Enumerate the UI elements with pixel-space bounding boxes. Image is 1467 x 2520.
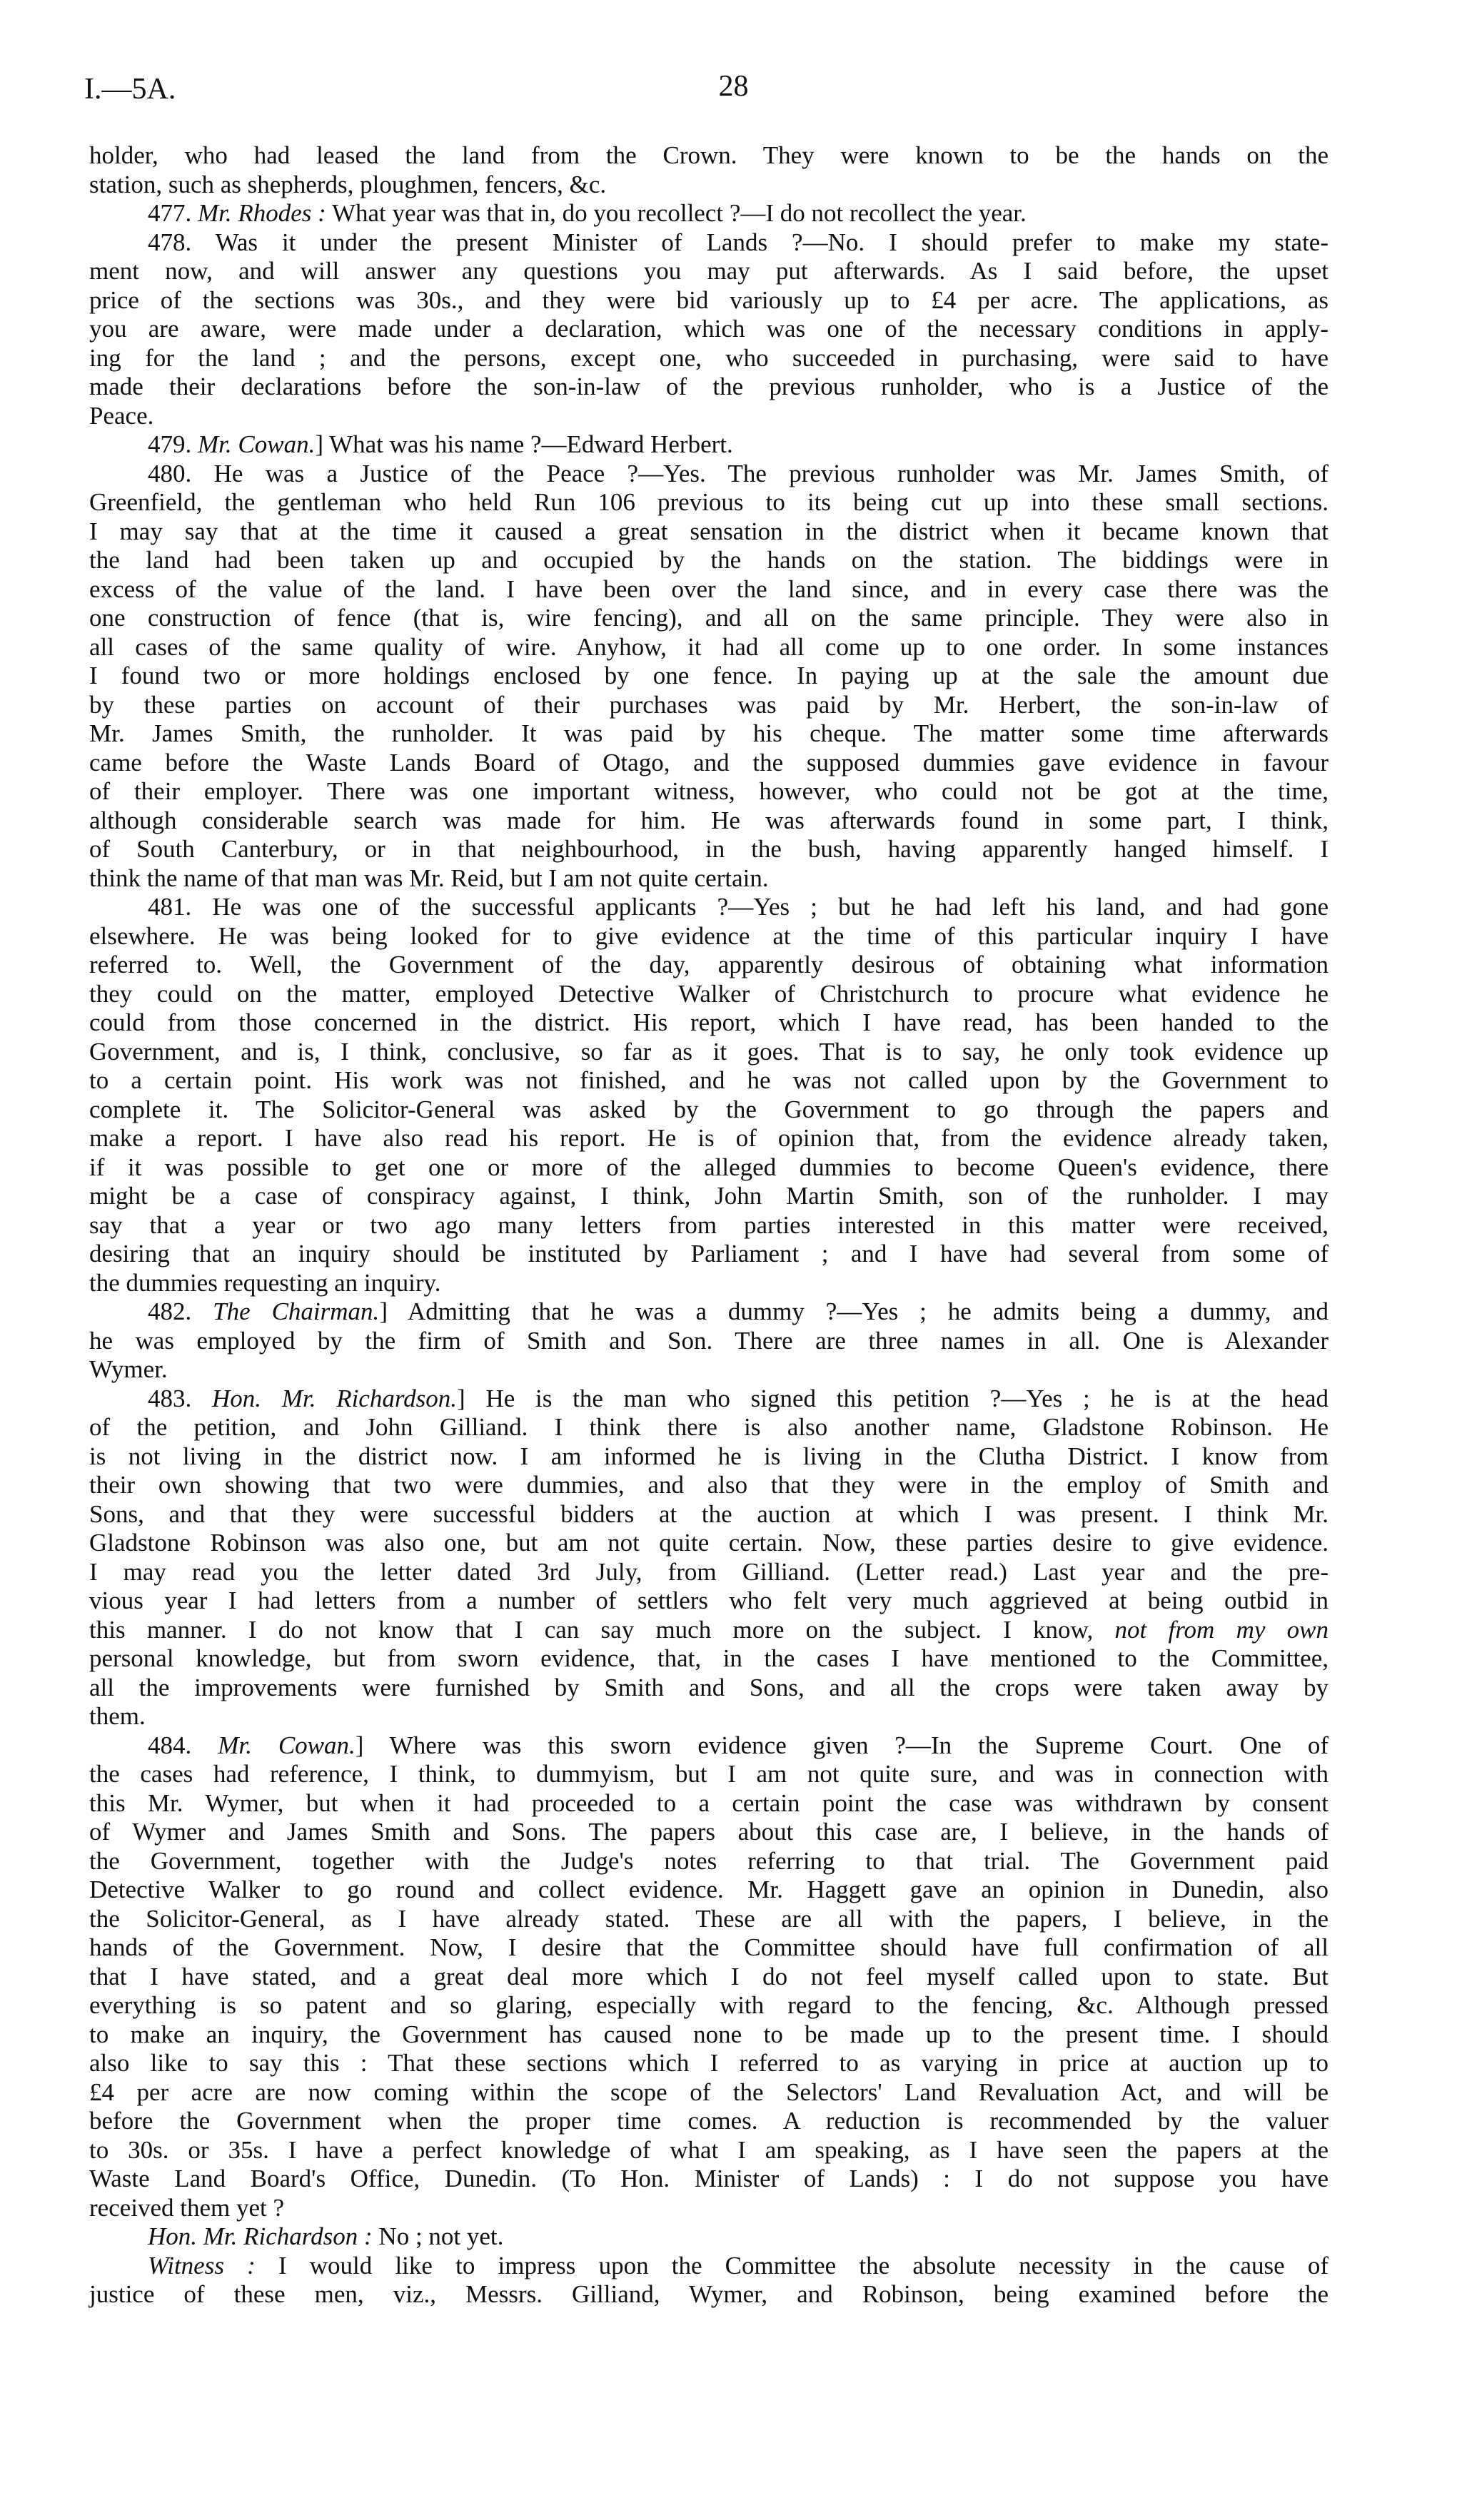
speaker-name: Mr. Rhodes : [198,199,326,227]
page-number: 28 [718,70,749,103]
text-line: think the name of that man was Mr. Reid, but I am not quite certain. [89,864,769,892]
text-line: to make an inquiry, the Government has caused none to be made up to the present time. I should [89,2020,1329,2048]
text-line: came before the Waste Lands Board of Otago, and the supposed dummies gave evidence in favour [89,748,1329,776]
text-segment: ] He is the man who signed this petition ?—Yes ; he is at the head [457,1384,1329,1412]
text-line: one construction of fence (that is, wire fencing), and all on the same principle. They were also in [89,604,1329,632]
text-segment: 482. [148,1297,213,1325]
text-segment: No ; not yet. [372,2222,504,2250]
text-line: that I have stated, and a great deal more which I do not feel myself called upon to state. But [89,1962,1329,1990]
text-line [89,2252,1329,2281]
text-line: complete it. The Solicitor-General was asked by the Government to go through the papers and [89,1095,1329,1123]
text-segment: 484. [148,1731,218,1759]
speaker-name: Hon. Mr. Richardson : [148,2222,373,2250]
paragraph [89,199,1329,228]
text-line: excess of the value of the land. I have been over the land since, and in every case there was the [89,575,1329,603]
text-line: them. [89,1702,146,1730]
text-segment: 479. [148,430,198,458]
text-line: 480. He was a Justice of the Peace ?—Yes. The previous runholder was Mr. James Smith, of [148,459,1329,487]
paragraph [89,141,1329,199]
text-line [89,1297,1329,1327]
text-line: he was employed by the firm of Smith and Son. There are three names in all. One is Alexander [89,1326,1329,1355]
text-line: all cases of the same quality of wire. Anyhow, it had all come up to one order. In some instances [89,632,1329,661]
text-line: the Government, together with the Judge's notes referring to that trial. The Government paid [89,1846,1329,1875]
text-line: received them yet ? [89,2193,285,2222]
speaker-name: Mr. Cowan. [198,430,316,458]
speaker-name: The Chairman. [213,1297,380,1325]
document-reference: I.—5A. [84,73,176,106]
text-line: Peace. [89,401,154,430]
paragraph [89,1297,1329,1385]
text-line: station, such as shepherds, ploughmen, fencers, &c. [89,170,607,198]
text-segment: ] Admitting that he was a dummy ?—Yes ; he admits being a dummy, and [379,1297,1329,1325]
text-line: the land had been taken up and occupied by the hands on the station. The biddings were in [89,546,1329,574]
text-line: £4 per acre are now coming within the scope of the Selectors' Land Revaluation Act, and will be [89,2078,1329,2106]
text-line: if it was possible to get one or more of the alleged dummies to become Queen's evidence, there [89,1153,1329,1181]
text-line: price of the sections was 30s., and they were bid variously up to £4 per acre. The applications, as [89,285,1329,314]
text-line [89,199,1329,228]
text-line: by these parties on account of their purchases was paid by Mr. Herbert, the son-in-law of [89,690,1329,719]
text-line: ing for the land ; and the persons, except one, who succeeded in purchasing, were said to have [89,343,1329,372]
text-line: justice of these men, viz., Messrs. Gilliand, Wymer, and Robinson, being examined before the [89,2280,1329,2308]
text-line: before the Government when the proper time comes. A reduction is recommended by the valuer [89,2107,1329,2135]
text-line: holder, who had leased the land from the Crown. They were known to be the hands on the [89,141,1329,169]
text-line: I found two or more holdings enclosed by one fence. In paying up at the sale the amount due [89,662,1329,689]
text-line: of South Canterbury, or in that neighbourhood, in the bush, having apparently hanged himself. I [89,835,1329,863]
text-line: Gladstone Robinson was also one, but am not quite certain. Now, these parties desire to give evidence. [89,1529,1329,1557]
text-line: Waste Land Board's Office, Dunedin. (To Hon. Minister of Lands) : I do not suppose you have [89,2165,1329,2192]
text-line: I may say that at the time it caused a great sensation in the district when it became known that [89,517,1329,545]
text-line: their own showing that two were dummies, and also that they were in the employ of Smith and [89,1471,1329,1499]
text-line: Wymer. [89,1355,168,1383]
text-line: of the petition, and John Gilliand. I think there is also another name, Gladstone Robinson. He [89,1413,1329,1441]
text-segment: this manner. I do not know that I can say much more on the subject. I know, [89,1615,1115,1644]
document-body [89,141,1329,2309]
paragraph [89,2222,1329,2252]
text-line: hands of the Government. Now, I desire that the Committee should have full confirmation of all [89,1933,1329,1961]
text-segment: I would like to impress upon the Committee the absolute necessity in the cause of [255,2251,1329,2279]
text-segment: 483. [148,1384,213,1412]
paragraph [89,1385,1329,1731]
text-line [89,1731,1329,1761]
text-line: all the improvements were furnished by Smith and Sons, and all the crops were taken away by [89,1673,1329,1701]
speaker-name: not from my own [1114,1615,1329,1644]
text-line: I may read you the letter dated 3rd July, from Gilliand. (Letter read.) Last year and the pre- [89,1557,1329,1586]
text-line: make a report. I have also read his report. He is of opinion that, from the evidence already taken, [89,1124,1329,1152]
speaker-name: Witness : [148,2251,256,2279]
text-line: referred to. Well, the Government of the day, apparently desirous of obtaining what information [89,951,1329,978]
text-line: is not living in the district now. I am informed he is living in the Clutha District. I know from [89,1442,1329,1470]
text-segment: ] Where was this sworn evidence given ?—In the Supreme Court. One of [355,1731,1329,1759]
paragraph [89,893,1329,1297]
text-line: Greenfield, the gentleman who held Run 106 previous to its being cut up into these small sections. [89,488,1329,516]
text-line: ment now, and will answer any questions you may put afterwards. As I said before, the upset [89,257,1329,285]
text-line: they could on the matter, employed Detective Walker of Christchurch to procure what evidence he [89,979,1329,1008]
text-line: of Wymer and James Smith and Sons. The papers about this case are, I believe, in the hands of [89,1818,1329,1846]
text-line: desiring that an inquiry should be instituted by Parliament ; and I have had several from some of [89,1240,1329,1267]
text-line: Mr. James Smith, the runholder. It was paid by his cheque. The matter some time afterwards [89,719,1329,747]
text-line: this Mr. Wymer, but when it had proceeded to a certain point the case was withdrawn by consent [89,1788,1329,1817]
text-line: personal knowledge, but from sworn evidence, that, in the cases I have mentioned to the Committee, [89,1644,1329,1672]
text-line: elsewhere. He was being looked for to give evidence at the time of this particular inquiry I have [89,921,1329,950]
text-line: also like to say this : That these sections which I referred to as varying in price at auction up to [89,2049,1329,2077]
speaker-name: Mr. Cowan. [218,1731,356,1759]
text-line: Government, and is, I think, conclusive, so far as it goes. That is to say, he only took evidence up [89,1037,1329,1066]
text-line: say that a year or two ago many letters from parties interested in this matter were received, [89,1210,1329,1239]
text-line: 478. Was it under the present Minister of Lands ?—No. I should prefer to make my state- [148,228,1329,256]
text-line: although considerable search was made for him. He was afterwards found in some part, I think, [89,806,1329,834]
text-line: you are aware, were made under a declaration, which was one of the necessary conditions in apply- [89,315,1329,343]
text-line: the cases had reference, I think, to dummyism, but I am not quite sure, and was in connection with [89,1760,1329,1788]
text-segment: What year was that in, do you recollect ?—I do not recollect the year. [326,199,1027,227]
paragraph [89,228,1329,431]
text-line [89,2222,1329,2252]
text-line [89,430,1329,460]
speaker-name: Hon. Mr. Richardson. [212,1384,458,1412]
text-line: Detective Walker to go round and collect evidence. Mr. Haggett gave an opinion in Dunedin, also [89,1876,1329,1903]
text-line: 481. He was one of the successful applicants ?—Yes ; but he had left his land, and had gone [148,893,1329,921]
text-line: the dummies requesting an inquiry. [89,1268,441,1297]
paragraph [89,460,1329,894]
text-line: Sons, and that they were successful bidders at the auction at which I was present. I think Mr. [89,1499,1329,1528]
text-line [89,1385,1329,1414]
text-line: of their employer. There was one important witness, however, who could not be got at the time, [89,777,1329,805]
paragraph [89,2252,1329,2309]
text-line: vious year I had letters from a number of settlers who felt very much aggrieved at being outbid in [89,1587,1329,1614]
text-segment: 477. [148,199,198,227]
text-line: might be a case of conspiracy against, I think, John Martin Smith, son of the runholder. I may [89,1182,1329,1210]
text-line: to 30s. or 35s. I have a perfect knowledge of what I am speaking, as I have seen the papers at the [89,2135,1329,2164]
paragraph [89,430,1329,460]
text-line: the Solicitor-General, as I have already stated. These are all with the papers, I believe, in the [89,1904,1329,1933]
text-line [89,1616,1329,1645]
text-line: everything is so patent and so glaring, especially with regard to the fencing, &c. Although pressed [89,1991,1329,2019]
paragraph [89,1731,1329,2223]
text-line: to a certain point. His work was not finished, and he was not called upon by the Government to [89,1066,1329,1094]
text-segment: ] What was his name ?—Edward Herbert. [315,430,733,458]
text-line: made their declarations before the son-in-law of the previous runholder, who is a Justice of the [89,373,1329,400]
text-line: could from those concerned in the district. His report, which I have read, has been handed to the [89,1008,1329,1036]
